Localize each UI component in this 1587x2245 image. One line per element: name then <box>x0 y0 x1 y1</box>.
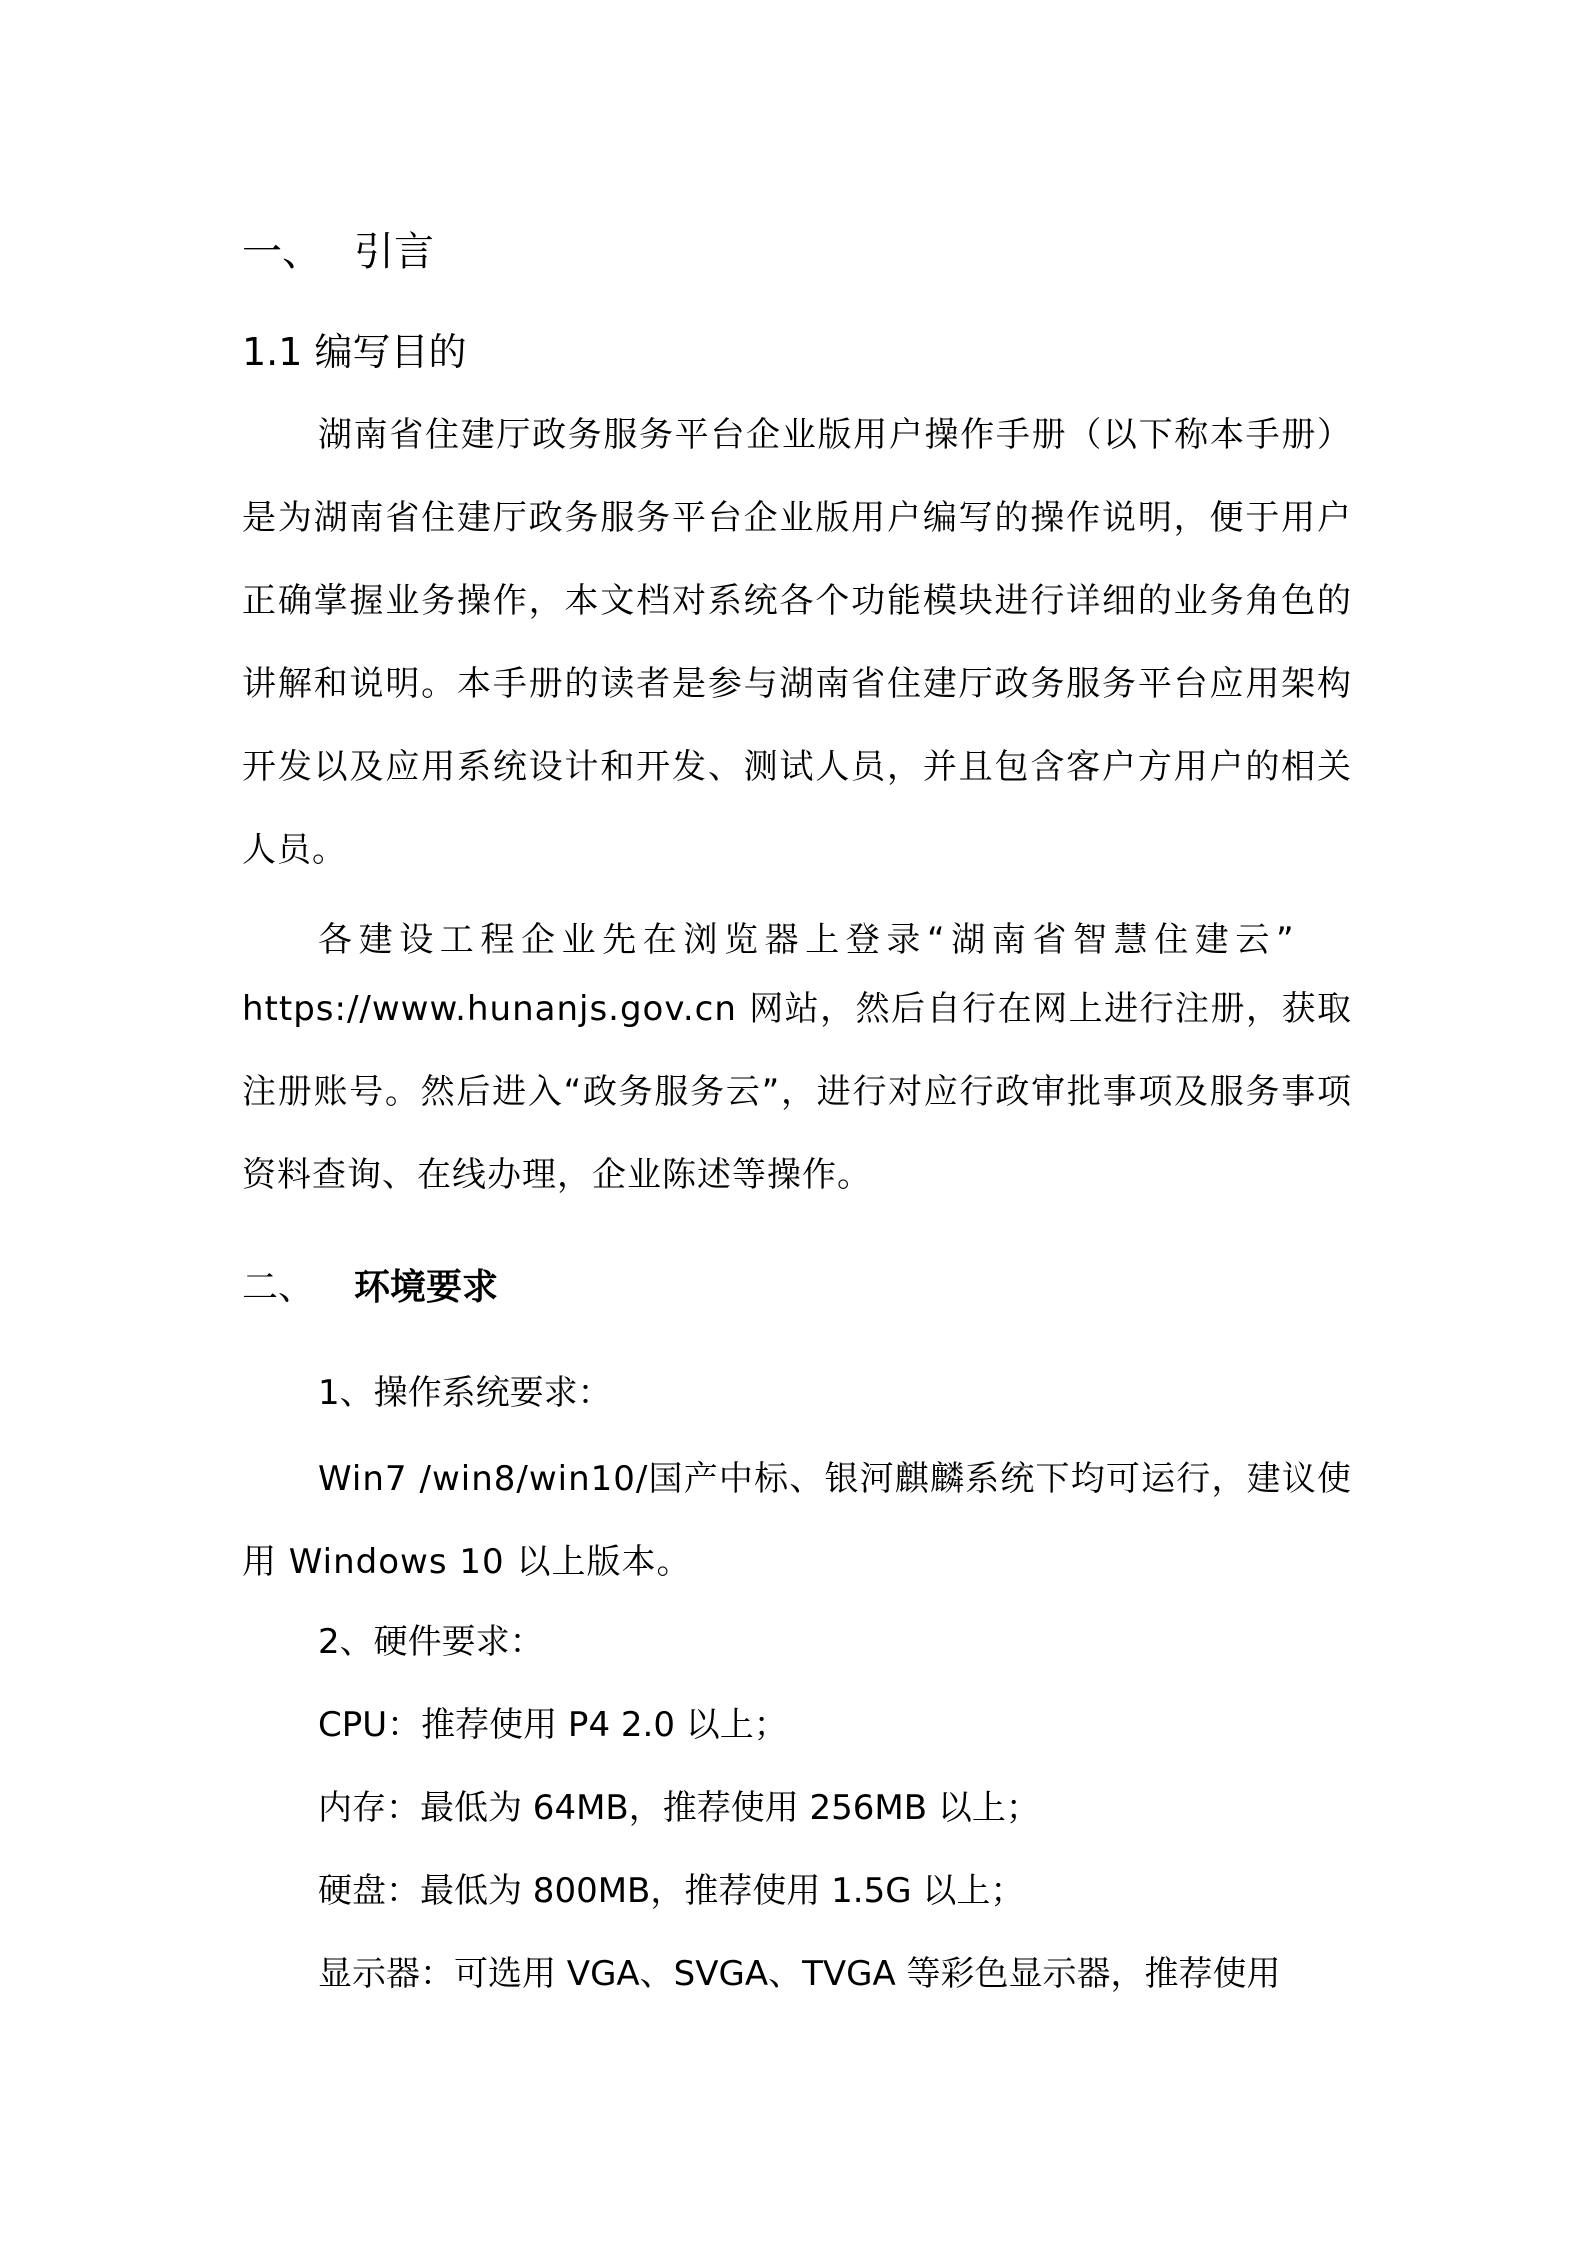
section-title: 引言 <box>354 229 434 275</box>
display-requirement: 显示器：可选用 VGA、SVGA、TVGA 等彩色显示器，推荐使用 <box>318 1954 1281 1994</box>
purpose-paragraph: 湖南省住建厅政务服务平台企业版用户操作手册（以下称本手册）是为湖南省住建厅政务服务平台企业版用户编写的操作说明，便于用户正确掌握业务操作，本文档对系统各个功能模块进行详细的业务角色的讲解和说明。本手册的读者是参与湖南省住建厅政务服务平台应用架构开发以及应用系统设计和开发、测试人员，并且包含客户方用户的相关人员。 <box>242 415 1352 870</box>
section-number: 二、 <box>242 1267 315 1308</box>
intro-paragraph-rest: https://www.hunanjs.gov.cn 网站，然后自行在网上进行注册，获取注册账号。然后进入“政务服务云”，进行对应行政审批事项及服务事项资料查询、在线办理，企业陈述等操作。 <box>242 989 1352 1195</box>
section-number: 一、 <box>242 229 322 275</box>
os-requirement-heading: 1、操作系统要求： <box>318 1373 612 1413</box>
section-heading-environment <box>242 1260 498 1316</box>
disk-requirement: 硬盘：最低为 800MB，推荐使用 1.5G 以上； <box>318 1871 1025 1911</box>
hardware-requirement-heading: 2、硬件要求： <box>318 1622 544 1662</box>
section-heading-introduction <box>242 224 434 280</box>
cpu-requirement: CPU：推荐使用 P4 2.0 以上； <box>318 1705 788 1745</box>
section-title: 环境要求 <box>354 1267 499 1308</box>
intro-paragraph-line1: 各建设工程企业先在浏览器上登录“湖南省智慧住建云” <box>318 920 1301 960</box>
subsection-heading-purpose: 1.1 编写目的 <box>242 330 467 374</box>
os-requirement-text: Win7 /win8/win10/国产中标、银河麒麟系统下均可运行，建议使用 Windows 10 以上版本。 <box>242 1459 1352 1582</box>
memory-requirement: 内存：最低为 64MB，推荐使用 256MB 以上； <box>318 1788 1040 1828</box>
